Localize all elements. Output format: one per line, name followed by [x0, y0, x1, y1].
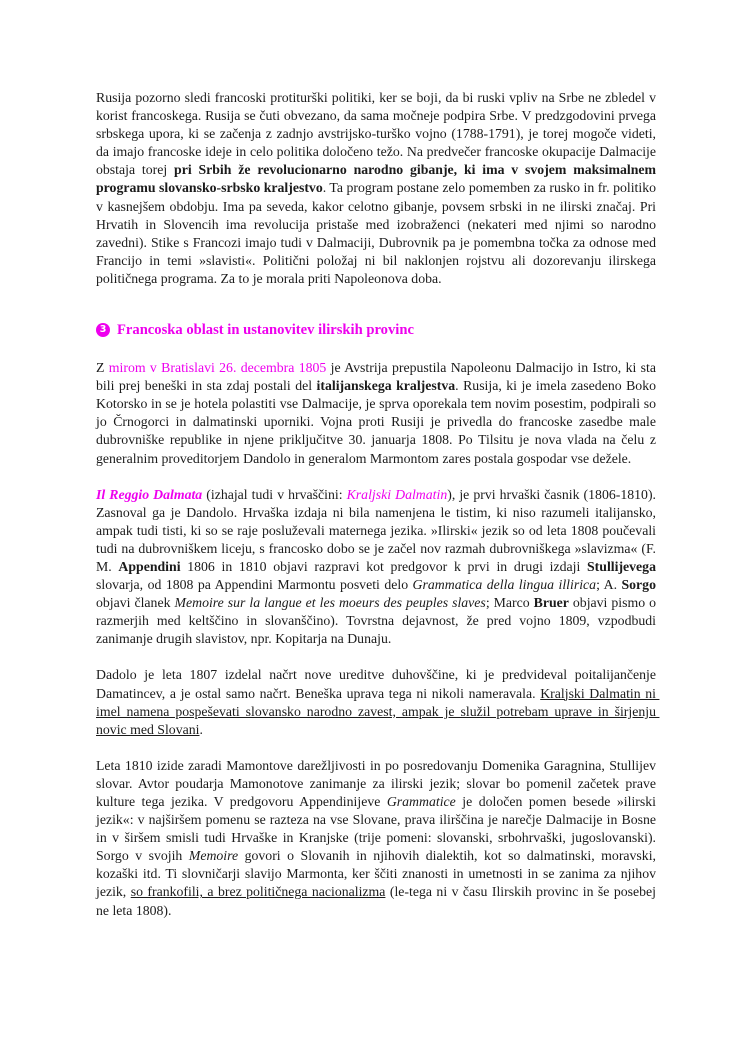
text-run: Memoire — [188, 848, 239, 864]
text-run: objavi članek — [96, 577, 660, 611]
document-content — [96, 89, 660, 920]
text-run: Appendini — [118, 558, 181, 574]
text-run: Rusija pozorno sledi francoski protiturški politiki, ker se boji, da bi ruski vpliv na Srbe ne zbledel v korist francoskega. Rusija se čuti obvezano, da sama močneje podpira Srbe. V predzgodovini prvega srbskega upora, ki se začenja z zadnjo avstrijsko-turško vojno (1788-1791), je torej mogoče videti, da imajo francoske ideje in celo politika določeno težo. Na predvečer francoske okupacije Dalmacije obstaja torej — [96, 90, 660, 178]
text-run: italijanskega kraljestva — [316, 378, 456, 394]
text-run: je določen pomen besede »ilirski jezik«: v najširšem pomenu se razteza na vse Slovane, prava ilirščina je narečje Dalmacije in Bosne in v širšem smisli tudi Hrvaške in Kranjske (trije pomeni: slovanski, srbohrvaški, jugoslovanski). Sorgo v svojih — [96, 794, 660, 864]
text-run: Grammatica della lingua illirica — [412, 577, 597, 593]
text-run: . Rusija, ki je imela zasedeno Boko Kotorsko in se je hotela polastiti vse Dalmacije, je sprva oporekala tem novim posestim, podpirali so jo Črnogorci in dalmatinski uporniki. Vojna proti Rusiji je privedla do francoske zasedbe male dubrovniške republike in njene priključitve 30. januarja 1808. Po Tilsitu je nova vlada na čelu z generalnim proveditorjem Dandolo in generalom Marmontom zares postala gospodar vse dežele. — [96, 378, 660, 466]
section-heading — [96, 321, 656, 339]
paragraph — [96, 757, 660, 920]
section-number-bullet-icon: 3 — [96, 323, 110, 337]
text-run: Sorgo — [621, 577, 656, 593]
paragraph — [96, 486, 660, 649]
text-run: 1806 in 1810 objavi razpravi kot predgovor k prvi in drugi izdaji — [180, 558, 587, 574]
text-run: Dadolo je leta 1807 izdelal načrt nove ureditve duhovščine, ki je predvideval poitalijančenje Damatincev, a je ostal samo načrt. Beneška uprava tega ni nikoli nameravala. — [96, 667, 660, 701]
text-run: ), je prvi hrvaški časnik (1806-1810). Zasnoval ga je Dandolo. Hrvaška izdaja ni bila namenjena le tistim, ki niso razumeli italijansko, ampak tudi tisti, ki so se raje posluževali maternega jezika. »Ilirski« jezik so od leta 1808 poučevali tudi na dubrovniškem liceju, s francosko dobo se je začel nov razmah dubrovniškega »slavizma« (F. M. — [96, 486, 660, 574]
section-heading-text: Francoska oblast in ustanovitev ilirskih provinc — [117, 322, 414, 339]
link-text: Il Reggio Dalmata — [96, 486, 203, 502]
text-run: Z — [96, 360, 109, 376]
text-run: objavi pismo o razmerjih med keltščino in slovanščino). Tovrstna dejavnost, že pred vojno 1809, vzpodbudi zanimanje drugih slavistov, npr. Kopitarja na Dunaju. — [96, 595, 660, 647]
paragraph — [96, 89, 660, 288]
text-run: (izhajal tudi v hrvaščini: — [202, 486, 347, 502]
text-run: Grammatice — [386, 794, 456, 809]
text-run: . Ta program postane zelo pomemben za rusko in fr. politiko v kasnejšem obdobju. Ima pa seveda, kakor celotno gibanje, povsem srbski in ne ilirski značaj. Pri Hrvatih in Slovencih ima revolucija pristaše med izobraženci (nekateri med njimi so narodno zavedni). Stike s Francozi imajo tudi v Dalmaciji, Dubrovnik pa je pomembna točka za odnose med Francijo in temi »slavisti«. Politični položaj ni bil naklonjen rojstvu ali dozorevanju ilirskega političnega programa. Za to je morala priti Napoleonova doba. — [96, 180, 660, 286]
text-run: Memoire sur la langue et les moeurs des peuples slaves — [174, 595, 486, 611]
text-run: (le-tega ni v času Ilirskih provinc in še posebej ne leta 1808). — [96, 884, 660, 918]
text-run: govori o Slovanih in njihovih dialektih, kot so dalmatinski, moravski, kozaški itd. Ti slovničarji slavijo Marmonta, ker ščiti znanosti in umetnosti in se zanima za njihov jezik, — [96, 848, 660, 900]
text-run: pri Srbih že revolucionarno narodno gibanje, ki ima v svojem maksimalnem programu slovansko-srbsko kraljestvo — [96, 162, 660, 196]
text-run: slovarja, od 1808 pa Appendini Marmontu posveti delo — [96, 558, 660, 593]
text-run: Bruer — [533, 595, 569, 611]
text-run: ; Marco — [485, 595, 534, 611]
text-run: so frankofili, a brez političnega nacionalizma — [130, 884, 386, 900]
text-run: je Avstrija prepustila Napoleonu Dalmacijo in Istro, ki sta bili prej beneški in sta zdaj postali del — [96, 360, 660, 394]
text-run: Stullijevega — [587, 558, 656, 574]
paragraph — [96, 666, 660, 738]
text-run: Leta 1810 izide zaradi Mamontove darežljivosti in po posredovanju Domenika Garagnina, Stullijev slovar. Avtor poudarja Mamonotove zanimanje za ilirski jezik; slovar bo pomenil začetek prave kulture tega jezika. V predgovoru Appendinijeve — [96, 757, 660, 809]
text-run: . — [199, 721, 203, 737]
text-run: Kraljski Dalmatin ni imel namena pospeševati slovansko narodno zavest, ampak je služil potrebam uprave in širjenju novic med Slovani — [96, 685, 660, 737]
text-run: ; A. — [596, 577, 622, 593]
link-text: mirom v Bratislavi 26. decembra 1805 — [108, 360, 327, 376]
paragraph — [96, 359, 660, 468]
link-text: Kraljski Dalmatin — [346, 486, 448, 502]
